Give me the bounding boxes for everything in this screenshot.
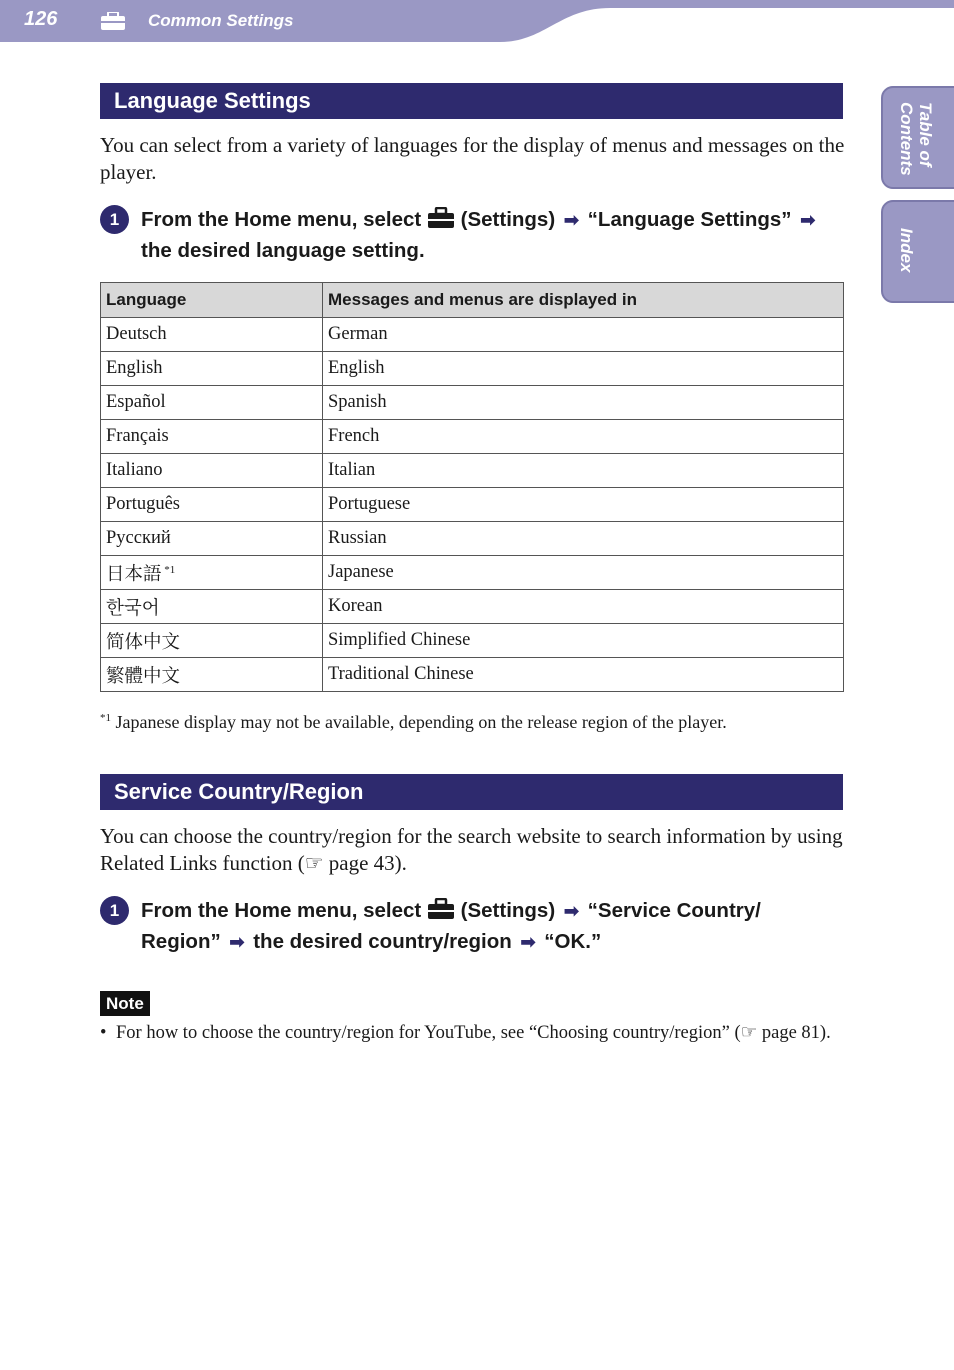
table-cell (101, 556, 323, 590)
section-heading-language: Language Settings (100, 83, 843, 119)
language-name: 繁體中文 (106, 666, 181, 687)
table-row (101, 352, 844, 386)
step-text: “Service Country/ Region” (141, 899, 761, 953)
note-body: For how to choose the country/region for YouTube, see “Choosing country/region” ( (116, 1023, 741, 1043)
table-cell (101, 658, 323, 692)
section-heading-service-country: Service Country/Region (100, 774, 843, 810)
step-number: 1 (100, 896, 129, 925)
arrow-right-icon: ➡ (563, 901, 579, 921)
language-name: 日本語 (106, 564, 162, 585)
language-table (100, 282, 844, 692)
toolbox-icon (100, 12, 126, 36)
step-text: the desired language setting. (141, 239, 425, 262)
table-cell: Italian (323, 454, 844, 488)
note-badge: Note (100, 991, 150, 1016)
page-link-81[interactable]: page 81). (757, 1023, 831, 1043)
header-band (0, 0, 954, 42)
step-text: “OK.” (544, 930, 602, 953)
step-number: 1 (100, 205, 129, 234)
tab-label-table-of-contents: Table of Contents (897, 102, 935, 176)
bullet: • (100, 1023, 107, 1043)
language-step (141, 206, 846, 265)
table-cell: French (323, 420, 844, 454)
table-header: Messages and menus are displayed in (323, 283, 844, 318)
table-cell: Simplified Chinese (323, 624, 844, 658)
table-cell (101, 318, 323, 352)
table-row (101, 590, 844, 624)
language-intro: You can select from a variety of languages for the display of menus and messages on the player. (100, 133, 845, 184)
service-step (141, 897, 846, 956)
table-cell: Spanish (323, 386, 844, 420)
tab-index[interactable] (881, 200, 954, 303)
table-cell: Korean (323, 590, 844, 624)
section-title: Common Settings (148, 11, 294, 30)
table-cell (101, 420, 323, 454)
table-row (101, 420, 844, 454)
tab-table-of-contents[interactable] (881, 86, 954, 189)
footnote-ref: *1 (161, 563, 176, 576)
tab-label-index: Index (897, 228, 916, 273)
step-text: (Settings) (460, 208, 556, 231)
language-name: 한국어 (106, 598, 160, 619)
note-text (100, 1021, 840, 1045)
table-cell: English (323, 352, 844, 386)
table-cell: Traditional Chinese (323, 658, 844, 692)
footnote-mark: *1 (100, 712, 111, 724)
table-row (101, 488, 844, 522)
language-name: Français (106, 426, 169, 447)
step-text: From the Home menu, select (141, 208, 422, 231)
table-row (101, 658, 844, 692)
table-cell (101, 352, 323, 386)
step-text: From the Home menu, select (141, 899, 422, 922)
table-cell (101, 454, 323, 488)
table-cell (101, 590, 323, 624)
page-link-43[interactable]: page 43). (323, 851, 407, 875)
language-name: Português (106, 494, 180, 515)
step-text: (Settings) (460, 899, 556, 922)
arrow-right-icon: ➡ (563, 210, 579, 230)
table-cell: German (323, 318, 844, 352)
table-row (101, 556, 844, 590)
language-name: English (106, 358, 163, 379)
table-header-row (101, 283, 844, 318)
table-cell (101, 624, 323, 658)
step-text: the desired country/region (253, 930, 512, 953)
arrow-right-icon: ➡ (800, 210, 816, 230)
table-cell (101, 386, 323, 420)
settings-icon (427, 898, 455, 928)
language-name: Русский (106, 528, 171, 549)
table-cell: Portuguese (323, 488, 844, 522)
intro-text: You can choose the country/region for the search website to search information by using Related Links function ( (100, 824, 843, 875)
table-cell: Japanese (323, 556, 844, 590)
language-name: Español (106, 392, 166, 413)
table-cell (101, 488, 323, 522)
page-number: 126 (24, 8, 58, 30)
arrow-right-icon: ➡ (229, 932, 245, 952)
page-ref-icon: ☞ (740, 1023, 758, 1043)
table-row (101, 624, 844, 658)
language-name: 简体中文 (106, 632, 181, 653)
table-row (101, 386, 844, 420)
footnote (100, 706, 727, 734)
arrow-right-icon: ➡ (520, 932, 536, 952)
table-row (101, 318, 844, 352)
settings-icon (427, 207, 455, 237)
language-name: Italiano (106, 460, 163, 481)
page-ref-icon: ☞ (304, 851, 324, 875)
table-cell: Russian (323, 522, 844, 556)
language-name: Deutsch (106, 324, 167, 345)
service-intro (100, 823, 846, 877)
table-cell (101, 522, 323, 556)
footnote-text: Japanese display may not be available, depending on the release region of the player. (111, 712, 727, 732)
table-header: Language (101, 283, 323, 318)
step-text: “Language Settings” (587, 208, 792, 231)
table-row (101, 454, 844, 488)
table-row (101, 522, 844, 556)
